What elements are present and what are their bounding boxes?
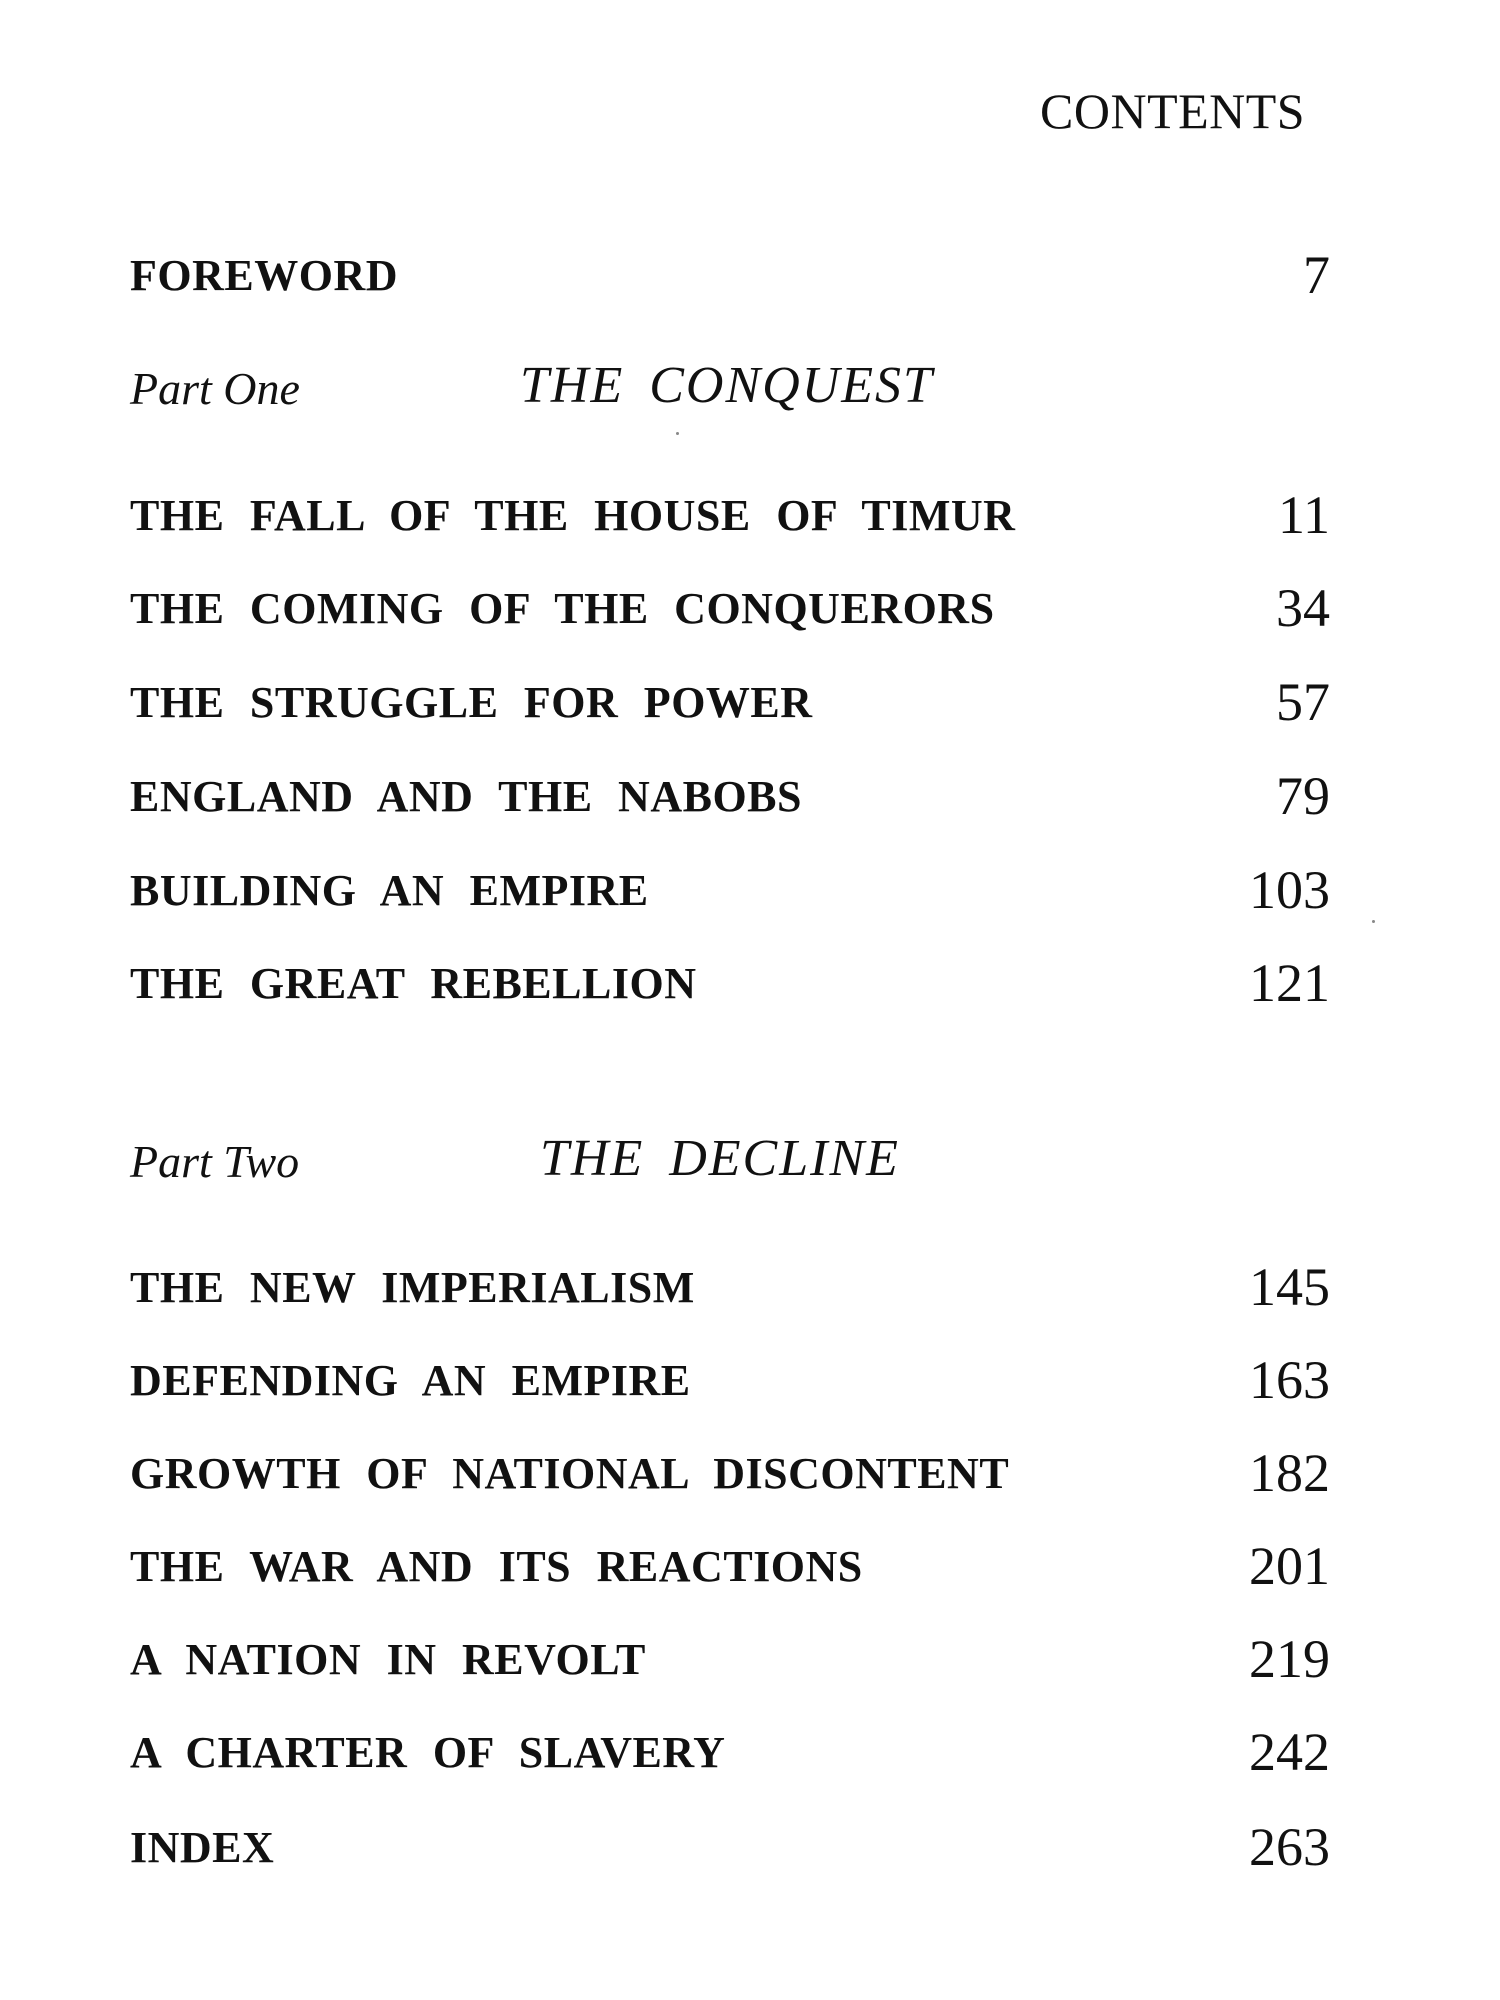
part-label: Part Two: [130, 1136, 300, 1187]
toc-entry-page: 163: [1249, 1350, 1330, 1410]
toc-entry: [130, 1257, 1330, 1332]
toc-entry-title: THE STRUGGLE FOR POWER: [130, 678, 813, 727]
part-label: Part One: [130, 363, 300, 414]
toc-entry-page: 145: [1249, 1257, 1330, 1317]
toc-entry-page: 182: [1249, 1443, 1330, 1503]
toc-entry-page: 7: [1303, 245, 1330, 305]
toc-entry: [130, 485, 1330, 560]
toc-entry-page: 79: [1276, 766, 1330, 826]
toc-entry: [130, 953, 1330, 1028]
toc-entry: [130, 578, 1330, 653]
toc-entry-title: GROWTH OF NATIONAL DISCONTENT: [130, 1449, 1010, 1498]
contents-heading: CONTENTS: [1040, 83, 1306, 139]
toc-entry: [130, 1350, 1330, 1425]
toc-entry-title: A CHARTER OF SLAVERY: [130, 1728, 726, 1777]
toc-entry-page: 11: [1278, 485, 1330, 545]
scan-speck: [1372, 920, 1375, 923]
toc-entry: [130, 766, 1330, 841]
toc-entry-title: A NATION IN REVOLT: [130, 1635, 646, 1684]
toc-entry-title: THE COMING OF THE CONQUERORS: [130, 584, 995, 633]
toc-entry-title: DEFENDING AN EMPIRE: [130, 1356, 691, 1405]
toc-entry-page: 263: [1249, 1817, 1330, 1877]
toc-entry-page: 57: [1276, 672, 1330, 732]
toc-entry-title: FOREWORD: [130, 251, 398, 300]
toc-entry-title: BUILDING AN EMPIRE: [130, 866, 649, 915]
toc-entry-title: THE NEW IMPERIALISM: [130, 1263, 695, 1312]
part-title: THE CONQUEST: [520, 357, 934, 414]
toc-entry-page: 34: [1276, 578, 1330, 638]
toc-entry-title: THE WAR AND ITS REACTIONS: [130, 1542, 863, 1591]
toc-entry-page: 103: [1249, 860, 1330, 920]
toc-entry: [130, 1536, 1330, 1611]
toc-entry-foreword: [130, 245, 1330, 320]
toc-entry-index: [130, 1817, 1330, 1892]
toc-entry-title: THE FALL OF THE HOUSE OF TIMUR: [130, 491, 1016, 540]
toc-entry-page: 201: [1249, 1536, 1330, 1596]
toc-entry: [130, 672, 1330, 747]
toc-entry-title: INDEX: [130, 1823, 275, 1872]
toc-entry: [130, 1443, 1330, 1518]
toc-entry-page: 121: [1249, 953, 1330, 1013]
toc-entry: [130, 1629, 1330, 1704]
toc-entry-title: ENGLAND AND THE NABOBS: [130, 772, 802, 821]
toc-entry-page: 219: [1249, 1629, 1330, 1689]
part-two-heading: [130, 1130, 1330, 1205]
toc-entry: [130, 860, 1330, 935]
part-one-heading: [130, 357, 1330, 432]
toc-entry: [130, 1722, 1330, 1797]
scan-speck: [676, 432, 679, 435]
toc-entry-page: 242: [1249, 1722, 1330, 1782]
part-title: THE DECLINE: [540, 1130, 900, 1187]
toc-entry-title: THE GREAT REBELLION: [130, 959, 697, 1008]
